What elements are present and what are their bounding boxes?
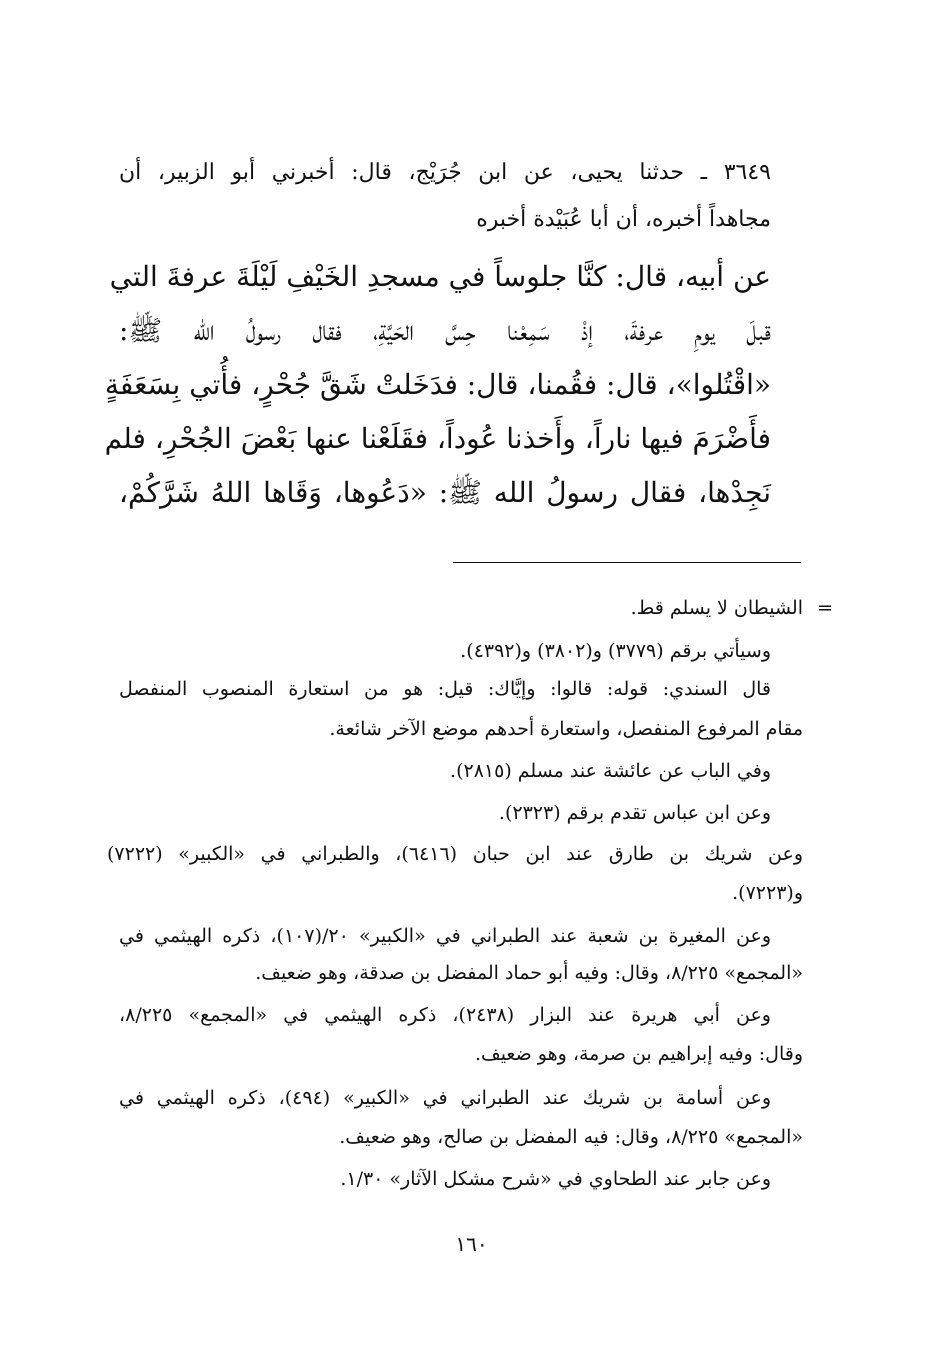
footnote-line: وسيأتي برقم (٣٧٧٩) و(٣٨٠٢) و(٤٣٩٢). (460, 640, 771, 662)
footnote-continuation-marker: = (817, 597, 833, 619)
footnote-line: وعن شريك بن طارق عند ابن حبان (٦٤١٦)، والطبراني في «الكبير» (٧٢٢٢) (107, 843, 804, 865)
matn-line: فأَضْرَمَ فيها ناراً، وأَخذنا عُوداً، فقَلَعْنا عنها بَعْضَ الجُحْرِ، فلم (104, 422, 771, 455)
footnote-line: وقال: وفيه إبراهيم بن صرمة، وهو ضعيف. (474, 1043, 803, 1065)
matn-line: عن أبيه، قال: كنَّا جلوساً في مسجدِ الخَيْفِ لَيْلَةَ عرفةَ التي (109, 260, 771, 293)
matn-line: قبلَ يومِ عرفةَ، إذْ سَمِعْنا حِسَّ الحَيَّةِ، فقال رسولُ الله ﷺ: (119, 314, 771, 347)
footnote-line: وفي الباب عن عائشة عند مسلم (٢٨١٥). (450, 760, 771, 782)
isnad-line: مجاهداً أخبره، أن أبا عُبَيْدة أخبره (476, 207, 771, 232)
page-number: ١٦٠ (455, 1232, 488, 1256)
footnote-line: و(٧٢٢٣). (732, 882, 803, 904)
matn-line: نَجِدْها، فقال رسولُ الله ﷺ: «دَعُوها، وَقَاها اللهُ شَرَّكُمْ، (119, 476, 771, 509)
footnote-line: الشيطان لا يسلم قط. (630, 597, 803, 619)
footnote-line: «المجمع» ٨/٢٢٥، وقال: وفيه أبو حماد المفضل بن صدقة، وهو ضعيف. (255, 962, 803, 984)
footnote-line: «المجمع» ٨/٢٢٥، وقال: فيه المفضل بن صالح، وهو ضعيف. (339, 1126, 803, 1148)
isnad-line: ٣٦٤٩ ـ حدثنا يحيى، عن ابن جُرَيْج، قال: أخبرني أبو الزبير، أن (119, 160, 771, 185)
footnote-line: وعن المغيرة بن شعبة عند الطبراني في «الكبير» ٢٠/(١٠٧)، ذكره الهيثمي في (119, 925, 772, 947)
footnote-separator (453, 562, 801, 563)
footnote-line: وعن ابن عباس تقدم برقم (٢٣٢٣). (498, 802, 771, 824)
footnote-line: قال السندي: قوله: قالوا: وإيَّاك: قيل: هو من استعارة المنصوب المنفصل (119, 678, 771, 700)
matn-line: «اقْتُلوا»، قال: فقُمنا، قال: فدَخَلتْ شَقَّ جُحْرٍ، فأُتي بِسَعَفَةٍ (104, 368, 771, 401)
footnote-line: وعن أبي هريرة عند البزار (٢٤٣٨)، ذكره الهيثمي في «المجمع» ٨/٢٢٥، (119, 1004, 771, 1026)
footnote-line: وعن أسامة بن شريك عند الطبراني في «الكبير» (٤٩٤)، ذكره الهيثمي في (119, 1087, 771, 1109)
footnote-line: وعن جابر عند الطحاوي في «شرح مشكل الآثار» ١/٣٠. (340, 1168, 771, 1190)
footnote-line: مقام المرفوع المنفصل، واستعارة أحدهم موضع الآخر شائعة. (329, 718, 803, 740)
